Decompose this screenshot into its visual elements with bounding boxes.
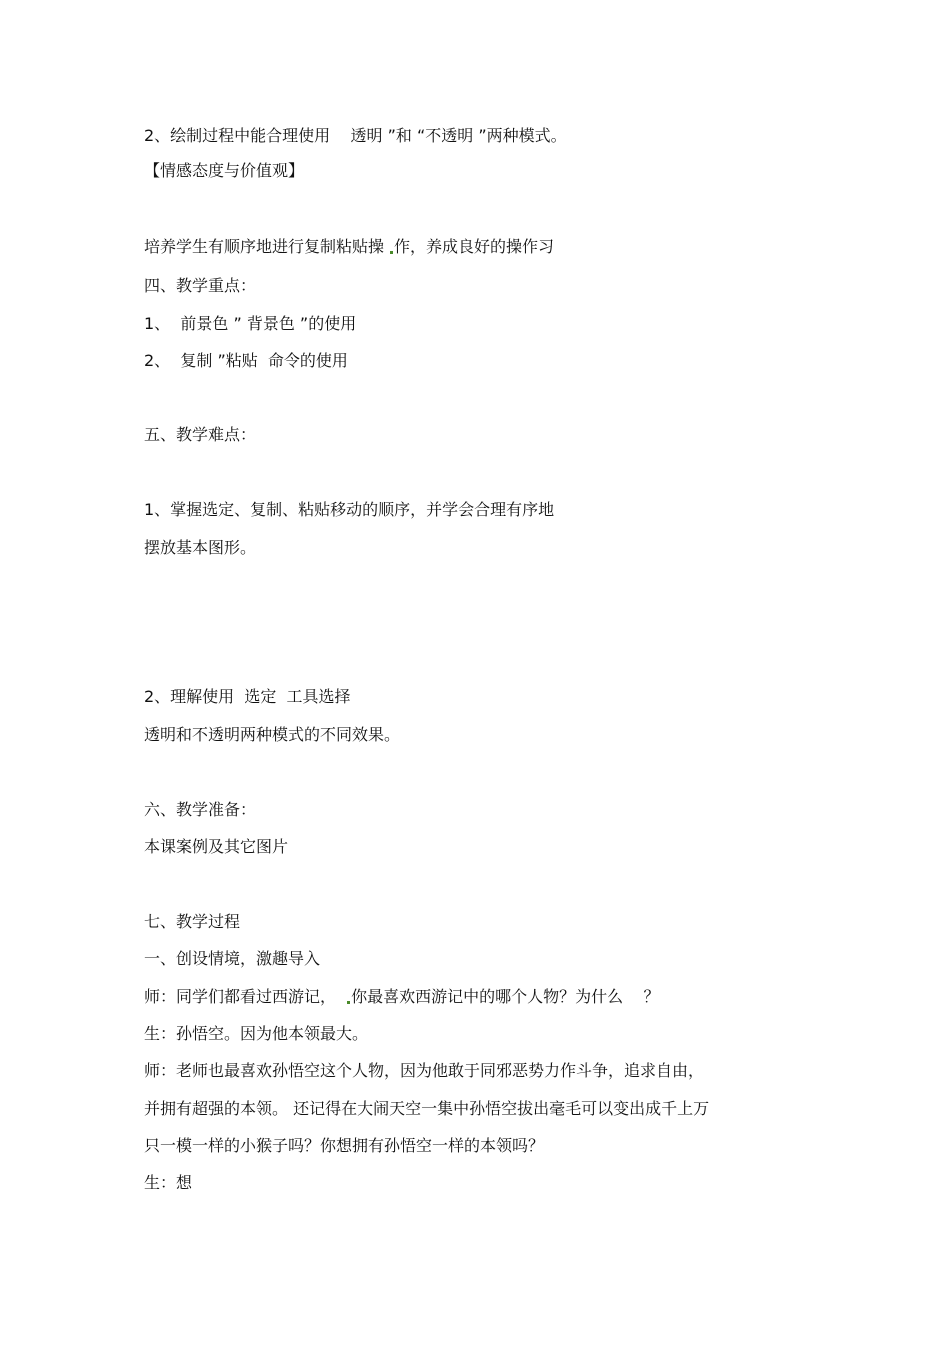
difficulty-1-continued: 摆放基本图形。 [144,538,257,557]
preparation-text: 本课案例及其它图片 [144,837,289,856]
section-heading-process: 七、教学过程 [144,912,241,931]
difficulty-1: 1、掌握选定、复制、粘贴移动的顺序，并学会合理有序地 [144,500,555,519]
section-heading-key-points: 四、教学重点： [144,276,257,295]
dialogue-teacher-1-part-2: 你最喜欢西游记中的哪个人物？为什么 ？ [351,987,660,1006]
attitude-text-part-2: 作，养成良好的操作习 [394,237,555,256]
section-heading-preparation: 六、教学准备： [144,800,257,819]
margin-mark-icon [390,251,393,254]
margin-mark-icon [347,1001,350,1004]
dialogue-teacher-2-end: 只一模一样的小猴子吗？你想拥有孙悟空一样的本领吗？ [144,1136,545,1155]
dialogue-student-1: 生：孙悟空。因为他本领最大。 [144,1024,369,1043]
dialogue-teacher-2: 师：老师也最喜欢孙悟空这个人物，因为他敢于同邪恶势力作斗争，追求自由， [144,1061,705,1080]
objective-line-2: 2、绘制过程中能合理使用 透明 ”和 “不透明 ”两种模式。 [144,126,567,145]
section-heading-difficulties: 五、教学难点： [144,425,257,444]
attitude-text [144,236,554,258]
dialogue-teacher-2-continued: 并拥有超强的本领。 还记得在大闹天空一集中孙悟空拔出毫毛可以变出成千上万 [144,1099,710,1118]
process-step-1-heading: 一、创设情境，激趣导入 [144,949,321,968]
dialogue-student-2: 生：想 [144,1173,193,1192]
difficulty-2: 2、理解使用 选定 工具选择 [144,687,351,706]
attitude-text-part-1: 培养学生有顺序地进行复制粘贴操 [144,237,385,256]
key-point-2: 2、 复制 ”粘贴 命令的使用 [144,351,348,370]
dialogue-teacher-1-part-1: 师：同学们都看过西游记， [144,987,342,1006]
difficulty-2-continued: 透明和不透明两种模式的不同效果。 [144,725,401,744]
dialogue-teacher-1 [144,986,659,1008]
key-point-1: 1、 前景色 ” 背景色 ”的使用 [144,314,357,333]
section-heading-attitude: 【情感态度与价值观】 [144,161,305,180]
